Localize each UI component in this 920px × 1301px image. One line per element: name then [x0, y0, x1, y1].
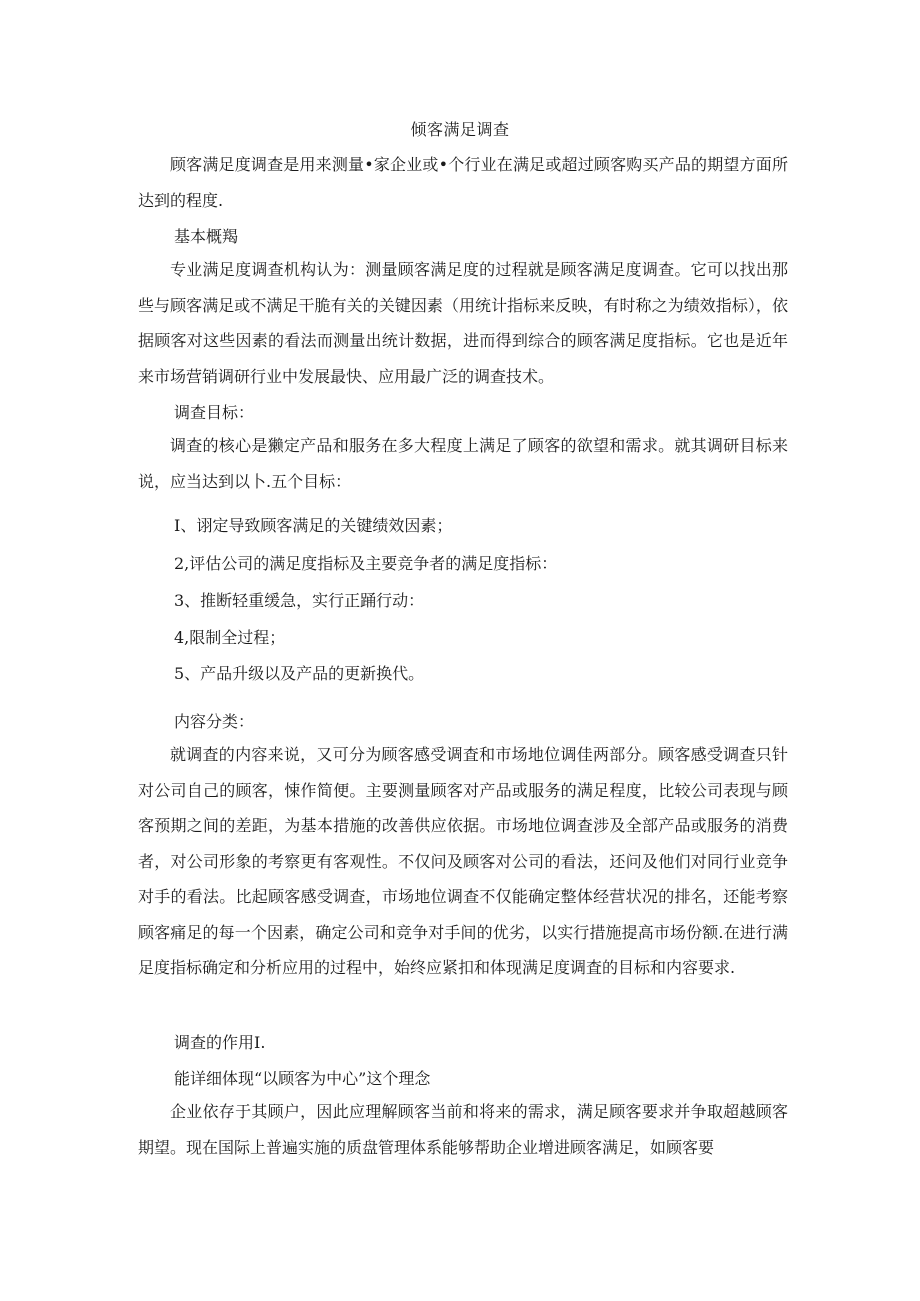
role-paragraph: 企业依存于其顾户，因此应理解顾客当前和将来的需求，满足顾客要求并争取超越顾客期望。现在国际上普遍实施的质盘管理体系能够帮助企业增进顾客满足，如顾客要: [138, 1102, 788, 1157]
content-paragraph: 就调査的内容来说，又可分为顾客感受调査和市场地位调佳两部分。顾客感受调查只针对公司自己的顾客，悚作简便。主要测量顾客对产品或服务的满足程度，比较公司表现与顾客预期之间的差距，为基本措施的改善供应依据。市场地位调查涉及全部产品或服务的消费者，对公司形象的考察更有客观性。不仅问及顾客对公司的看法，还问及他们对同行业竞争对手的看法。比起顾客感受调查，市场地位调查不仅能确定整体经营状况的排名，还能考察顾客痛足的每一个因素，确定公司和竞争对手间的优劣，以实行措施提高市场份额.在进行满足度指标确定和分析应用的过程中，始终应紧扣和体现满足度调査的目标和内容要求.: [138, 745, 788, 977]
role-subheading: 能详细体现“以顾客为中心”这个理念: [174, 1069, 431, 1088]
intro-paragraph: 顾客满足度调查是用来测量•家企业或•个行业在满足或超过顾客购买产品的期望方面所达到的程度.: [138, 155, 788, 210]
section-heading-goal: 调查目标：: [174, 403, 255, 422]
goal-item-5: 5、产品升级以及产品的更新换代。: [174, 664, 425, 683]
section-heading-role: 调查的作用I.: [174, 1033, 266, 1052]
document-title: 倾客满足调查: [410, 120, 510, 139]
goal-item-3: 3、推断轻重缓急，实行正踊行动：: [174, 591, 425, 610]
basic-paragraph: 专业满足度调查机构认为：测量顾客满足度的过程就是顾客满足度调查。它可以找出那些与顾客满足或不满足干脆有关的关键因素（用统计指标来反映，有时称之为绩效指标），依据顾客对这些因素的看法而测量出统计数据，进而得到综合的顾客满足度指标。它也是近年来市场营销调研行业中发展最快、应用最广泛的调查技术。: [138, 260, 788, 386]
section-heading-basic: 基本概羯: [174, 227, 239, 246]
goal-item-1: I、诩定导致顾客满足的关键绩效因素；: [174, 516, 453, 535]
goal-paragraph: 调查的核心是獭定产品和服务在多大程度上满足了顾客的欲望和需求。就其调研目标来说，应当达到以卜.五个目标：: [138, 436, 788, 491]
goal-item-2: 2,评估公司的满足度指标及主要竞争者的满足度指标：: [174, 554, 558, 573]
section-heading-content: 内容分类：: [174, 712, 255, 731]
goal-item-4: 4,限制全过程；: [174, 628, 286, 647]
